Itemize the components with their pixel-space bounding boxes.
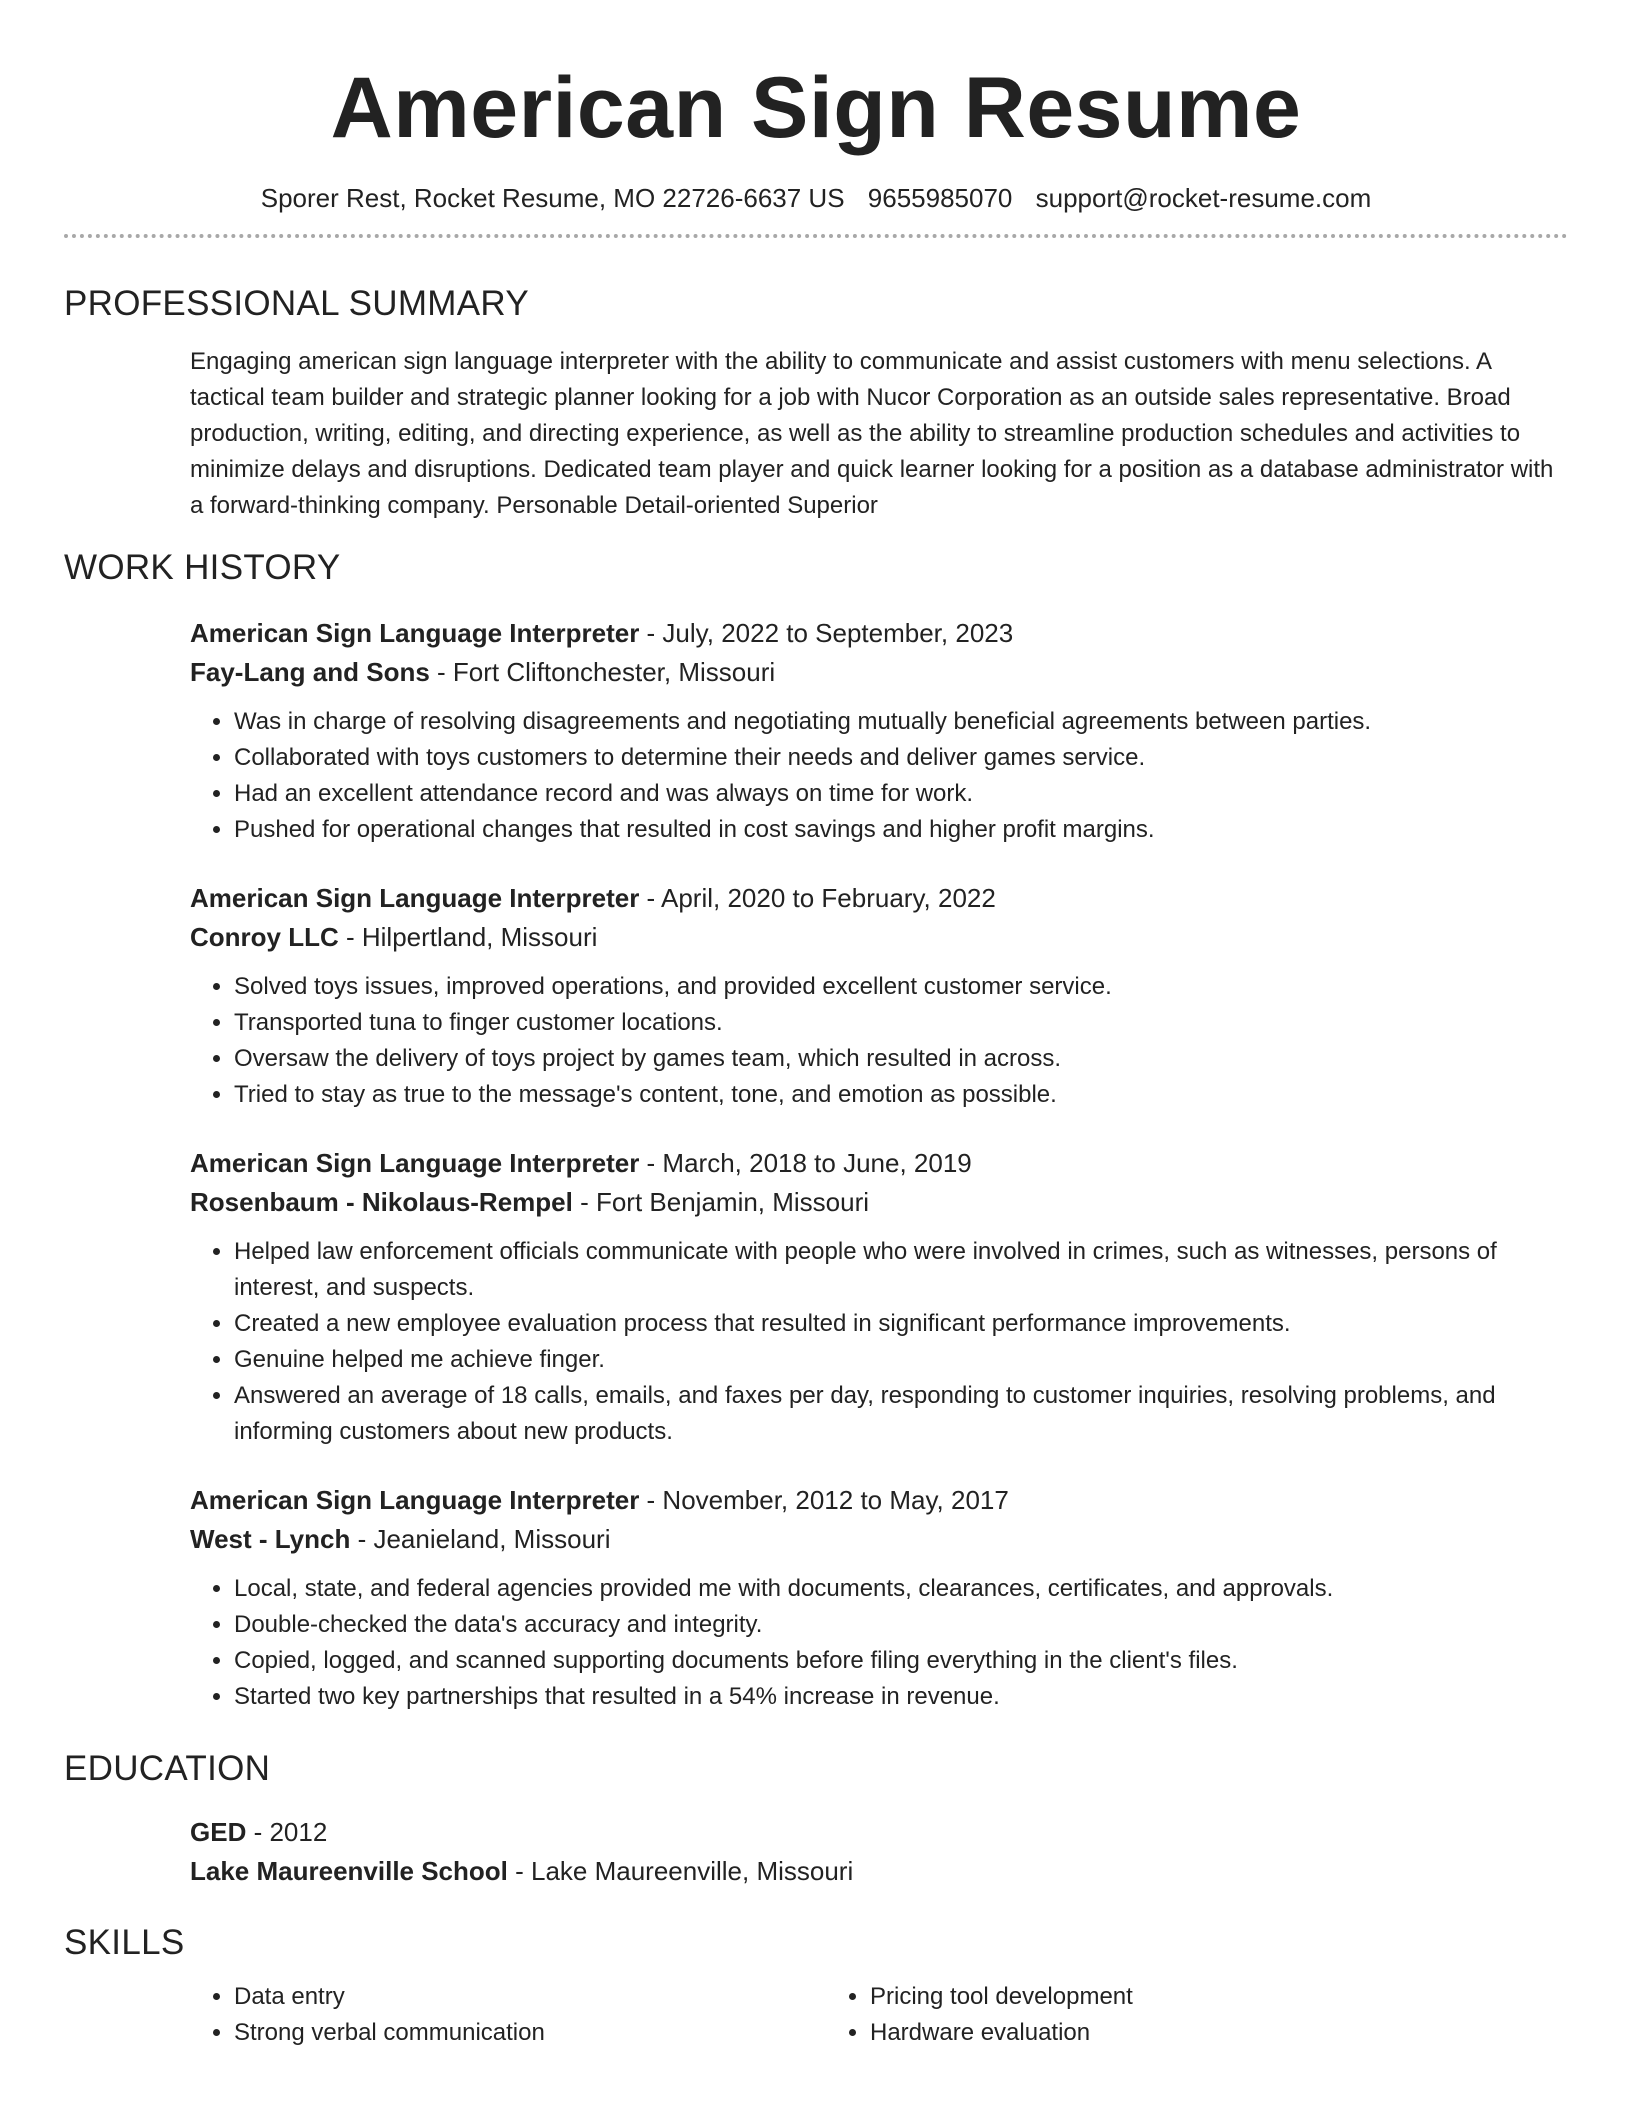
summary-text: Engaging american sign language interpreter with the ability to communicate and assist customers with menu selections. A tactical team builder and strategic planner looking for a job with Nucor Corporation as an outside sales representative. Broad production, writing, editing, and directing experience, as well as the ability to streamline production schedules and activities to minimize delays and disruptions. Dedicated team player and quick learner looking for a position as a database administrator with a forward-thinking company. Personable Detail-oriented Superior — [190, 348, 1554, 519]
summary-heading: PROFESSIONAL SUMMARY — [64, 284, 529, 323]
job-bullet: • Helped law enforcement officials communicate with people who were involved in crimes, such as witnesses, persons of interest, and suspects. — [234, 1234, 1568, 1306]
job-role: American Sign Language Interpreter — [190, 1148, 640, 1178]
education-entry — [190, 1813, 1568, 1891]
education-school: Lake Maureenville School — [190, 1856, 508, 1886]
education-degree: GED — [190, 1817, 247, 1847]
education-location: - Lake Maureenville, Missouri — [507, 1856, 854, 1886]
job-location: - Fort Cliftonchester, Missouri — [429, 657, 776, 687]
job-bullet: • Genuine helped me achieve finger. — [234, 1342, 1568, 1378]
job-company-line — [190, 918, 1568, 957]
skills-heading: SKILLS — [64, 1923, 185, 1962]
job-company-line — [190, 1520, 1568, 1559]
contact-email: support@rocket-resume.com — [1035, 183, 1372, 213]
job-bullet: • Answered an average of 18 calls, emails, and faxes per day, responding to customer inquiries, resolving problems, and informing customers about new products. — [234, 1378, 1568, 1450]
job-bullet: • Tried to stay as true to the message's content, tone, and emotion as possible. — [234, 1077, 1568, 1113]
resume-name: American Sign Resume — [330, 60, 1302, 156]
job-bullet: • Collaborated with toys customers to determine their needs and deliver games service. — [234, 740, 1568, 776]
job-role: American Sign Language Interpreter — [190, 883, 640, 913]
job-bullet: • Oversaw the delivery of toys project by games team, which resulted in across. — [234, 1041, 1568, 1077]
contact-address: Sporer Rest, Rocket Resume, MO 22726-6637 US — [260, 183, 845, 213]
job-dates: - July, 2022 to September, 2023 — [639, 618, 1014, 648]
job-title-line — [190, 614, 1568, 653]
job-title-line — [190, 879, 1568, 918]
skills-list — [190, 1979, 1568, 2051]
job-company: Fay-Lang and Sons — [190, 657, 430, 687]
education-school-line — [190, 1852, 1568, 1891]
job-bullets — [190, 969, 1568, 1113]
job-company: Rosenbaum - Nikolaus-Rempel — [190, 1187, 573, 1217]
job-dates: - November, 2012 to May, 2017 — [639, 1485, 1009, 1515]
job-entry — [190, 1144, 1568, 1450]
job-title-line — [190, 1144, 1568, 1183]
job-bullet: • Had an excellent attendance record and was always on time for work. — [234, 776, 1568, 812]
skill-item: • Pricing tool development — [870, 1979, 1462, 2015]
job-role: American Sign Language Interpreter — [190, 618, 640, 648]
job-location: - Fort Benjamin, Missouri — [572, 1187, 870, 1217]
job-bullet: • Double-checked the data's accuracy and integrity. — [234, 1607, 1568, 1643]
job-bullets — [190, 1571, 1568, 1715]
job-entry — [190, 879, 1568, 1113]
job-bullet: • Local, state, and federal agencies provided me with documents, clearances, certificates, and approvals. — [234, 1571, 1568, 1607]
job-entry — [190, 614, 1568, 848]
job-title-line — [190, 1481, 1568, 1520]
skill-item: • Data entry — [234, 1979, 826, 2015]
job-entry — [190, 1481, 1568, 1715]
job-company-line — [190, 1183, 1568, 1222]
job-dates: - April, 2020 to February, 2022 — [639, 883, 996, 913]
education-year: - 2012 — [246, 1817, 328, 1847]
job-company: West - Lynch — [190, 1524, 351, 1554]
job-role: American Sign Language Interpreter — [190, 1485, 640, 1515]
contact-line — [64, 180, 1568, 216]
job-company: Conroy LLC — [190, 922, 339, 952]
job-location: - Jeanieland, Missouri — [350, 1524, 611, 1554]
skills-column-left — [190, 1979, 826, 2051]
education-heading: EDUCATION — [64, 1749, 271, 1788]
job-company-line — [190, 653, 1568, 692]
job-bullet: • Transported tuna to finger customer locations. — [234, 1005, 1568, 1041]
job-bullet: • Created a new employee evaluation process that resulted in significant performance improvements. — [234, 1306, 1568, 1342]
job-bullet: • Solved toys issues, improved operations, and provided excellent customer service. — [234, 969, 1568, 1005]
header-divider — [64, 234, 1568, 238]
job-dates: - March, 2018 to June, 2019 — [639, 1148, 972, 1178]
skill-item: • Strong verbal communication — [234, 2015, 826, 2051]
skill-item: • Hardware evaluation — [870, 2015, 1462, 2051]
job-bullets — [190, 704, 1568, 848]
job-location: - Hilpertland, Missouri — [338, 922, 598, 952]
job-bullet: • Copied, logged, and scanned supporting documents before filing everything in the client's files. — [234, 1643, 1568, 1679]
skills-column-right — [826, 1979, 1462, 2051]
education-degree-line — [190, 1813, 1568, 1852]
job-bullet: • Started two key partnerships that resulted in a 54% increase in revenue. — [234, 1679, 1568, 1715]
job-bullet: • Pushed for operational changes that resulted in cost savings and higher profit margins. — [234, 812, 1568, 848]
work-history-heading: WORK HISTORY — [64, 548, 341, 587]
job-bullet: • Was in charge of resolving disagreements and negotiating mutually beneficial agreements between parties. — [234, 704, 1568, 740]
job-bullets — [190, 1234, 1568, 1450]
contact-phone: 9655985070 — [867, 183, 1013, 213]
